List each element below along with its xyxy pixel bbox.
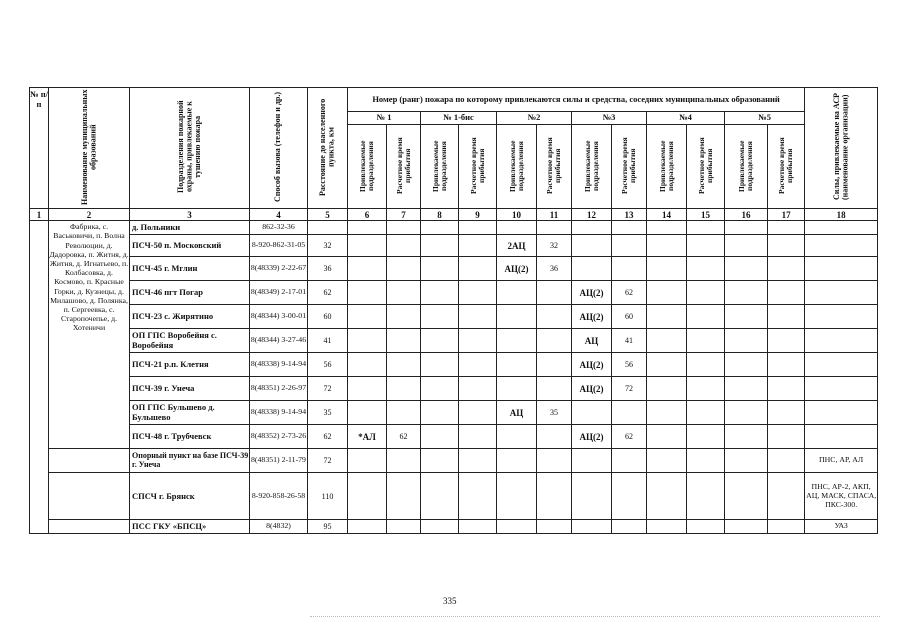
sub-units-r4: Привлекаемые подразделения xyxy=(647,125,687,209)
rank5-units-cell xyxy=(725,425,768,449)
rank5-time-cell xyxy=(768,235,805,257)
rank5-time-cell xyxy=(768,401,805,425)
distance-cell: 36 xyxy=(308,257,348,281)
unit-cell: Опорный пункт на базе ПСЧ-39 г. Унеча xyxy=(130,449,250,473)
header-asr-forces: Силы, привлекаемые на АСР (наименование организации) xyxy=(805,88,878,209)
rank3-units-cell xyxy=(572,401,612,425)
phone-cell: 862-32-36 xyxy=(250,221,308,235)
rank-1-bis: № 1-бис xyxy=(421,112,497,125)
rank2-units-cell xyxy=(497,281,537,305)
unit-cell: ПСС ГКУ «БПСЦ» xyxy=(130,520,250,534)
rank4-units-cell xyxy=(647,281,687,305)
column-numbers-row xyxy=(30,209,878,221)
column-number: 13 xyxy=(612,209,647,221)
unit-cell: ПСЧ-50 п. Московский xyxy=(130,235,250,257)
rank1-time-cell xyxy=(387,377,421,401)
rank2-time-cell xyxy=(537,305,572,329)
rank4-time-cell xyxy=(687,305,725,329)
rank1-time-cell xyxy=(387,257,421,281)
rank3-time-cell: 60 xyxy=(612,305,647,329)
phone-cell: 8-920-858-26-58 xyxy=(250,473,308,520)
rank2-units-cell: АЦ xyxy=(497,401,537,425)
table-row xyxy=(30,425,878,449)
rank4-time-cell xyxy=(687,520,725,534)
asr-forces-cell: УАЗ xyxy=(805,520,878,534)
rank1-time-cell xyxy=(387,520,421,534)
rank5-units-cell xyxy=(725,377,768,401)
table-row xyxy=(30,235,878,257)
rank1bis-units-cell xyxy=(421,305,459,329)
table-row xyxy=(30,401,878,425)
municipalities-cell xyxy=(49,473,130,520)
rank4-units-cell xyxy=(647,520,687,534)
rank1bis-units-cell xyxy=(421,401,459,425)
asr-forces-cell xyxy=(805,377,878,401)
rank1bis-time-cell xyxy=(459,329,497,353)
rank1-time-cell: 62 xyxy=(387,425,421,449)
phone-cell: 8(48338) 9-14-94 xyxy=(250,401,308,425)
sub-time-r5: Расчетное время прибытия xyxy=(768,125,805,209)
rank3-units-cell xyxy=(572,221,612,235)
rank3-units-cell xyxy=(572,520,612,534)
rank3-units-cell: АЦ xyxy=(572,329,612,353)
rank3-time-cell: 56 xyxy=(612,353,647,377)
rank1-units-cell xyxy=(348,353,387,377)
rank2-units-cell xyxy=(497,221,537,235)
rank2-time-cell xyxy=(537,221,572,235)
rank4-units-cell xyxy=(647,235,687,257)
rank5-units-cell xyxy=(725,401,768,425)
distance-cell: 35 xyxy=(308,401,348,425)
rank2-time-cell: 36 xyxy=(537,257,572,281)
table-row xyxy=(30,305,878,329)
rank5-units-cell xyxy=(725,353,768,377)
rank3-units-cell xyxy=(572,473,612,520)
rank4-units-cell xyxy=(647,305,687,329)
rank5-time-cell xyxy=(768,305,805,329)
rank3-time-cell xyxy=(612,257,647,281)
rank2-time-cell xyxy=(537,449,572,473)
phone-cell: 8(48351) 2-11-79 xyxy=(250,449,308,473)
rank4-units-cell xyxy=(647,377,687,401)
table-row xyxy=(30,257,878,281)
asr-forces-cell xyxy=(805,235,878,257)
rank2-time-cell xyxy=(537,353,572,377)
distance-cell: 72 xyxy=(308,377,348,401)
rank2-units-cell xyxy=(497,449,537,473)
rank4-time-cell xyxy=(687,377,725,401)
rank1-time-cell xyxy=(387,353,421,377)
rank2-units-cell xyxy=(497,329,537,353)
rank5-units-cell xyxy=(725,305,768,329)
column-number: 14 xyxy=(647,209,687,221)
table-row xyxy=(30,377,878,401)
rank4-units-cell xyxy=(647,425,687,449)
rank1bis-units-cell xyxy=(421,257,459,281)
rank3-units-cell xyxy=(572,235,612,257)
unit-cell: ОП ГПС Воробейня с. Воробейня xyxy=(130,329,250,353)
rank3-units-cell xyxy=(572,449,612,473)
asr-forces-cell xyxy=(805,221,878,235)
rank1-units-cell xyxy=(348,257,387,281)
rank5-time-cell xyxy=(768,329,805,353)
rank1bis-units-cell xyxy=(421,425,459,449)
rank4-time-cell xyxy=(687,449,725,473)
column-number: 11 xyxy=(537,209,572,221)
distance-cell xyxy=(308,221,348,235)
rank5-time-cell xyxy=(768,449,805,473)
sub-time-r1bis: Расчетное время прибытия xyxy=(459,125,497,209)
rank2-time-cell xyxy=(537,520,572,534)
rank1bis-units-cell xyxy=(421,353,459,377)
rank3-time-cell xyxy=(612,221,647,235)
rank1-units-cell xyxy=(348,377,387,401)
municipalities-cell: Фабрика, с. Васьковичи, п. Волна Революции, д. Дадоровка, п. Житня, д. Житня, д. Игнатьево, п. Колбасовка, д. Космово, п. Красные Горки, д. Кузнецы, д. Милашово, д. Полянка, п. Сергеевка, с. Старопочепье, д. Хотеничи xyxy=(49,221,130,449)
phone-cell: 8(48349) 2-17-01 xyxy=(250,281,308,305)
rank4-time-cell xyxy=(687,353,725,377)
rank4-units-cell xyxy=(647,401,687,425)
rank5-time-cell xyxy=(768,425,805,449)
phone-cell: 8(48351) 2-26-97 xyxy=(250,377,308,401)
rank5-time-cell xyxy=(768,221,805,235)
rank5-units-cell xyxy=(725,221,768,235)
phone-cell: 8(48344) 3-27-46 xyxy=(250,329,308,353)
phone-cell: 8(4832) xyxy=(250,520,308,534)
distance-cell: 95 xyxy=(308,520,348,534)
column-number: 4 xyxy=(250,209,308,221)
sub-units-r3: Привлекаемые подразделения xyxy=(572,125,612,209)
rank4-time-cell xyxy=(687,221,725,235)
asr-forces-cell: ПНС, АР-2, АКП, АЦ, МАСК, СПАСА, ПКС-300. xyxy=(805,473,878,520)
rank4-units-cell xyxy=(647,329,687,353)
header-distance: Расстояние до населенного пункта, км xyxy=(308,88,348,209)
column-number: 1 xyxy=(30,209,49,221)
sub-time-r4: Расчетное время прибытия xyxy=(687,125,725,209)
sub-time-r3: Расчетное время прибытия xyxy=(612,125,647,209)
rank2-units-cell xyxy=(497,520,537,534)
unit-cell: ОП ГПС Бульшево д. Бульшево xyxy=(130,401,250,425)
distance-cell: 62 xyxy=(308,425,348,449)
unit-cell: ПСЧ-39 г. Унеча xyxy=(130,377,250,401)
rank5-units-cell xyxy=(725,329,768,353)
rank1bis-time-cell xyxy=(459,257,497,281)
rank2-time-cell xyxy=(537,473,572,520)
header-num: № п/п xyxy=(30,88,49,209)
rank3-time-cell xyxy=(612,449,647,473)
rank1-units-cell xyxy=(348,235,387,257)
rank5-units-cell xyxy=(725,257,768,281)
rank2-time-cell: 32 xyxy=(537,235,572,257)
sub-units-r5: Привлекаемые подразделения xyxy=(725,125,768,209)
asr-forces-cell xyxy=(805,353,878,377)
column-number: 18 xyxy=(805,209,878,221)
fire-resources-table xyxy=(29,87,878,534)
table-row xyxy=(30,449,878,473)
rank3-units-cell: АЦ(2) xyxy=(572,377,612,401)
rank1-units-cell xyxy=(348,281,387,305)
rank1bis-time-cell xyxy=(459,221,497,235)
municipalities-cell xyxy=(49,520,130,534)
rank2-units-cell: 2АЦ xyxy=(497,235,537,257)
header-call-method: Способ вызова (телефон и др.) xyxy=(250,88,308,209)
sub-units-r1bis: Привлекаемые подразделения xyxy=(421,125,459,209)
rank5-units-cell xyxy=(725,473,768,520)
phone-cell: 8(48352) 2-73-26 xyxy=(250,425,308,449)
rank1-time-cell xyxy=(387,449,421,473)
table-row xyxy=(30,473,878,520)
table-row xyxy=(30,221,878,235)
asr-forces-cell xyxy=(805,305,878,329)
municipalities-cell xyxy=(49,449,130,473)
table-row xyxy=(30,520,878,534)
phone-cell: 8-920-862-31-05 xyxy=(250,235,308,257)
rank1bis-units-cell xyxy=(421,520,459,534)
rank1bis-time-cell xyxy=(459,377,497,401)
page-number: 335 xyxy=(443,596,457,606)
rank1bis-time-cell xyxy=(459,449,497,473)
distance-cell: 41 xyxy=(308,329,348,353)
rank1-units-cell xyxy=(348,221,387,235)
unit-cell: ПСЧ-48 г. Трубчевск xyxy=(130,425,250,449)
sub-units-r2: Привлекаемые подразделения xyxy=(497,125,537,209)
rank1bis-units-cell xyxy=(421,235,459,257)
rank5-time-cell xyxy=(768,281,805,305)
rank3-time-cell: 41 xyxy=(612,329,647,353)
row-number-cell xyxy=(30,221,49,534)
rank3-units-cell xyxy=(572,257,612,281)
column-number: 3 xyxy=(130,209,250,221)
asr-forces-cell xyxy=(805,257,878,281)
rank4-time-cell xyxy=(687,257,725,281)
rank4-units-cell xyxy=(647,221,687,235)
rank4-time-cell xyxy=(687,329,725,353)
rank5-time-cell xyxy=(768,257,805,281)
rank1bis-time-cell xyxy=(459,235,497,257)
rank5-units-cell xyxy=(725,235,768,257)
distance-cell: 32 xyxy=(308,235,348,257)
rank-5: №5 xyxy=(725,112,805,125)
rank1bis-units-cell xyxy=(421,281,459,305)
rank1-time-cell xyxy=(387,329,421,353)
rank5-time-cell xyxy=(768,473,805,520)
rank1bis-units-cell xyxy=(421,221,459,235)
rank4-units-cell xyxy=(647,257,687,281)
rank3-time-cell xyxy=(612,401,647,425)
unit-cell: ПСЧ-23 с. Жирятино xyxy=(130,305,250,329)
column-number: 8 xyxy=(421,209,459,221)
rank1bis-time-cell xyxy=(459,520,497,534)
rank1bis-units-cell xyxy=(421,329,459,353)
asr-forces-cell: ПНС, АР, АЛ xyxy=(805,449,878,473)
phone-cell: 8(48338) 9-14-94 xyxy=(250,353,308,377)
rank1bis-time-cell xyxy=(459,281,497,305)
column-number: 2 xyxy=(49,209,130,221)
rank3-time-cell: 62 xyxy=(612,281,647,305)
rank5-units-cell xyxy=(725,281,768,305)
rank-1: № 1 xyxy=(348,112,421,125)
rank1bis-time-cell xyxy=(459,473,497,520)
rank-4: №4 xyxy=(647,112,725,125)
table-row xyxy=(30,329,878,353)
rank1bis-time-cell xyxy=(459,401,497,425)
rank1-units-cell xyxy=(348,520,387,534)
rank5-time-cell xyxy=(768,377,805,401)
rank2-units-cell xyxy=(497,353,537,377)
rank2-time-cell xyxy=(537,425,572,449)
rank1bis-units-cell xyxy=(421,473,459,520)
column-number: 10 xyxy=(497,209,537,221)
rank2-units-cell xyxy=(497,377,537,401)
sub-time-r2: Расчетное время прибытия xyxy=(537,125,572,209)
unit-cell: СПСЧ г. Брянск xyxy=(130,473,250,520)
asr-forces-cell xyxy=(805,329,878,353)
table-row xyxy=(30,353,878,377)
rank4-time-cell xyxy=(687,401,725,425)
rank1bis-time-cell xyxy=(459,305,497,329)
rank3-time-cell: 62 xyxy=(612,425,647,449)
distance-cell: 110 xyxy=(308,473,348,520)
rank2-time-cell xyxy=(537,281,572,305)
unit-cell: ПСЧ-21 р.п. Клетня xyxy=(130,353,250,377)
table-body xyxy=(30,221,878,534)
rank2-units-cell xyxy=(497,425,537,449)
column-number: 16 xyxy=(725,209,768,221)
asr-forces-cell xyxy=(805,281,878,305)
distance-cell: 62 xyxy=(308,281,348,305)
rank3-units-cell: АЦ(2) xyxy=(572,425,612,449)
rank2-time-cell xyxy=(537,377,572,401)
distance-cell: 56 xyxy=(308,353,348,377)
rank1-units-cell xyxy=(348,449,387,473)
rank1-time-cell xyxy=(387,281,421,305)
rank-2: №2 xyxy=(497,112,572,125)
rank4-time-cell xyxy=(687,281,725,305)
rank2-units-cell xyxy=(497,305,537,329)
rank1-time-cell xyxy=(387,401,421,425)
rank4-units-cell xyxy=(647,353,687,377)
unit-cell: ПСЧ-45 г. Мглин xyxy=(130,257,250,281)
rank1-time-cell xyxy=(387,221,421,235)
rank3-units-cell: АЦ(2) xyxy=(572,281,612,305)
rank1bis-time-cell xyxy=(459,353,497,377)
header-municipalities: Наименование муниципальных образований xyxy=(49,88,130,209)
unit-cell: д. Польники xyxy=(130,221,250,235)
scan-artifact-line xyxy=(310,616,880,617)
unit-cell: ПСЧ-46 пгт Погар xyxy=(130,281,250,305)
header-units: Подразделения пожарной охраны, привлекаемые к тушению пожара xyxy=(130,88,250,209)
table-row xyxy=(30,281,878,305)
asr-forces-cell xyxy=(805,425,878,449)
rank1-units-cell xyxy=(348,305,387,329)
rank1bis-units-cell xyxy=(421,449,459,473)
rank4-time-cell xyxy=(687,425,725,449)
rank1-units-cell xyxy=(348,329,387,353)
rank2-units-cell xyxy=(497,473,537,520)
rank3-time-cell xyxy=(612,473,647,520)
rank5-time-cell xyxy=(768,353,805,377)
sub-time-r1: Расчетное время прибытия xyxy=(387,125,421,209)
rank3-time-cell xyxy=(612,235,647,257)
asr-forces-cell xyxy=(805,401,878,425)
rank2-time-cell xyxy=(537,329,572,353)
column-number: 12 xyxy=(572,209,612,221)
rank-3: №3 xyxy=(572,112,647,125)
rank3-units-cell: АЦ(2) xyxy=(572,353,612,377)
column-number: 15 xyxy=(687,209,725,221)
rank4-time-cell xyxy=(687,235,725,257)
rank1-units-cell: *АЛ xyxy=(348,425,387,449)
rank1bis-time-cell xyxy=(459,425,497,449)
rank5-units-cell xyxy=(725,520,768,534)
rank4-units-cell xyxy=(647,449,687,473)
phone-cell: 8(48344) 3-00-01 xyxy=(250,305,308,329)
rank2-time-cell: 35 xyxy=(537,401,572,425)
rank5-units-cell xyxy=(725,449,768,473)
header-rank-title: Номер (ранг) пожара по которому привлекаются силы и средства, соседних муниципальных образований xyxy=(348,88,805,112)
rank3-time-cell: 72 xyxy=(612,377,647,401)
rank1-time-cell xyxy=(387,473,421,520)
column-number: 7 xyxy=(387,209,421,221)
column-number: 6 xyxy=(348,209,387,221)
rank1-time-cell xyxy=(387,305,421,329)
sub-units-r1: Привлекаемые подразделения xyxy=(348,125,387,209)
rank1-units-cell xyxy=(348,473,387,520)
column-number: 9 xyxy=(459,209,497,221)
phone-cell: 8(48339) 2-22-67 xyxy=(250,257,308,281)
rank1bis-units-cell xyxy=(421,377,459,401)
distance-cell: 60 xyxy=(308,305,348,329)
rank2-units-cell: АЦ(2) xyxy=(497,257,537,281)
rank4-time-cell xyxy=(687,473,725,520)
column-number: 5 xyxy=(308,209,348,221)
rank4-units-cell xyxy=(647,473,687,520)
distance-cell: 72 xyxy=(308,449,348,473)
rank5-time-cell xyxy=(768,520,805,534)
rank1-units-cell xyxy=(348,401,387,425)
rank1-time-cell xyxy=(387,235,421,257)
rank3-time-cell xyxy=(612,520,647,534)
column-number: 17 xyxy=(768,209,805,221)
rank3-units-cell: АЦ(2) xyxy=(572,305,612,329)
